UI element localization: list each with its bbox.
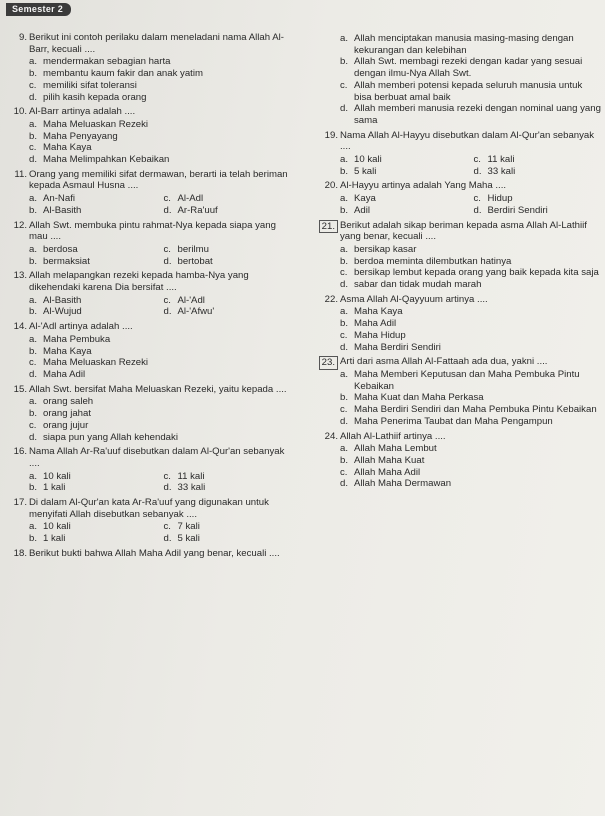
option-text: Al-'Adl (177, 294, 205, 306)
question-text: Di dalam Al-Qur'an kata Ar-Ra'uuf yang digunakan untuk menyifati Allah disebutkan sebanyak .... (29, 497, 269, 520)
question-text: Orang yang memiliki sifat dermawan, berarti ia telah beriman kepada Asmaul Husna .... (29, 168, 288, 192)
question-item (318, 294, 601, 354)
answer-option (340, 318, 601, 330)
option-text: siapa pun yang Allah kehendaki (43, 431, 178, 443)
answer-option (29, 92, 292, 104)
answer-option (29, 533, 158, 545)
question-text: Nama Allah Ar-Ra'uuf disebutkan dalam Al-Qur'an sebanyak .... (29, 446, 285, 469)
question-item (318, 220, 601, 291)
answer-option (340, 205, 468, 217)
option-text: Allah memberi potensi kepada seluruh manusia untuk bisa berbuat amal baik (354, 79, 583, 103)
question-text: Berikut bukti bahwa Allah Maha Adil yang benar, kecuali .... (29, 547, 280, 559)
answer-option (340, 416, 601, 428)
option-text: Allah Maha Adil (354, 466, 421, 478)
question-number: 9. (18, 32, 27, 43)
answer-option (474, 205, 602, 217)
option-text: Maha Hidup (354, 329, 406, 341)
question-number (318, 356, 338, 370)
option-text: membantu kaum fakir dan anak yatim (43, 68, 203, 80)
answer-option (340, 33, 601, 56)
answer-option (164, 205, 293, 217)
option-letter: b. (340, 392, 349, 404)
option-letter: c. (163, 193, 171, 205)
answer-option (340, 56, 601, 79)
answer-option (29, 119, 292, 131)
option-letter: d. (29, 91, 38, 103)
question-text: Al-Barr artinya adalah .... (29, 106, 136, 118)
option-text: Al-'Afwu' (177, 306, 215, 318)
option-letter: b. (29, 306, 38, 318)
answer-option (29, 205, 158, 217)
answer-options (29, 521, 292, 544)
option-text: Hidup (487, 193, 513, 205)
question-number: 16. (13, 446, 27, 458)
option-text: Kaya (354, 193, 376, 205)
option-letter: a. (340, 443, 349, 455)
option-letter: c. (29, 419, 37, 431)
option-text: Maha Melimpahkan Kebaikan (43, 154, 170, 166)
option-text: Maha Kuat dan Maha Perkasa (354, 392, 484, 404)
option-text: bersikap lembut kepada orang yang baik kepada kita saja (354, 267, 599, 279)
question-item (7, 548, 292, 560)
option-letter: c. (163, 521, 171, 533)
answer-option (29, 56, 292, 68)
answer-options (340, 443, 601, 490)
option-letter: b. (340, 204, 349, 216)
option-letter: c. (473, 154, 481, 166)
option-letter: c. (340, 329, 348, 341)
question-number: 11. (14, 168, 27, 180)
question-text: Nama Allah Al-Hayyu disebutkan dalam Al-Qur'an sebanyak .... (340, 129, 595, 153)
option-text: bersikap kasar (354, 243, 417, 255)
question-number: 10. (13, 106, 27, 118)
option-text: Ar-Ra'uuf (177, 204, 218, 216)
option-text: Maha Meluaskan Rezeki (43, 357, 149, 369)
option-text: Maha Penyayang (43, 130, 118, 142)
option-text: Maha Berdiri Sendiri (354, 341, 441, 353)
answer-option (29, 295, 158, 307)
answer-option (29, 244, 158, 256)
option-letter: d. (163, 255, 172, 267)
answer-option (29, 369, 292, 381)
answer-option (340, 103, 601, 126)
answer-option (29, 154, 292, 166)
answer-option (29, 357, 292, 369)
right-column (318, 32, 601, 493)
option-text: orang jahat (43, 408, 92, 420)
option-letter: d. (473, 204, 482, 216)
option-text: Al-Wujud (43, 306, 82, 318)
question-item (7, 270, 292, 318)
option-letter: d. (340, 103, 349, 115)
option-text: Allah Swt. membagi rezeki dengan kadar yang sesuai dengan ilmu-Nya Allah Swt. (354, 56, 583, 80)
answer-options (340, 306, 601, 353)
answer-option (29, 256, 158, 268)
answer-options (29, 396, 292, 443)
option-letter: a. (29, 294, 38, 306)
option-text: memiliki sifat toleransi (43, 79, 137, 91)
question-item (7, 32, 292, 103)
option-letter: d. (340, 478, 349, 490)
option-text: Allah Maha Dermawan (354, 478, 452, 490)
option-letter: b. (29, 68, 38, 80)
answer-option (29, 420, 292, 432)
option-text: orang jujur (43, 419, 89, 431)
option-letter: b. (29, 408, 38, 420)
answer-options (340, 244, 601, 291)
answer-option (29, 131, 292, 143)
question-number: 17. (13, 497, 27, 509)
question-number-box: 21. (319, 220, 338, 234)
question-number: 24. (324, 430, 338, 442)
option-text: An-Nafi (43, 193, 75, 205)
option-text: Maha Kaya (354, 306, 403, 318)
answer-option (340, 342, 601, 354)
answer-option (164, 521, 293, 533)
option-text: 1 kali (43, 533, 66, 545)
option-text: Al-Adl (177, 193, 204, 205)
option-text: sabar dan tidak mudah marah (354, 279, 482, 291)
answer-options (29, 471, 292, 494)
question-text: Al-'Adl artinya adalah .... (29, 321, 133, 333)
answer-option (164, 193, 293, 205)
option-text: Maha Kaya (43, 142, 92, 154)
question-number-box: 23. (319, 356, 338, 370)
option-letter: a. (29, 333, 38, 345)
option-text: Maha Adil (354, 318, 397, 330)
question-text: Asma Allah Al-Qayyuum artinya .... (340, 293, 488, 305)
answer-option (340, 154, 468, 166)
option-letter: b. (340, 165, 349, 177)
option-letter: a. (29, 56, 38, 68)
option-text: 7 kali (177, 521, 200, 533)
question-number: 13. (13, 270, 27, 282)
answer-option (29, 471, 158, 483)
answer-option (29, 80, 292, 92)
question-number: 12. (13, 219, 27, 231)
option-text: Maha Kaya (43, 345, 92, 357)
question-number: 15. (13, 383, 27, 395)
answer-option (29, 482, 158, 494)
answer-option (29, 306, 158, 318)
question-item (318, 130, 601, 178)
question-text: Arti dari asma Allah Al-Fattaah ada dua, yakni .... (340, 356, 548, 368)
option-letter: c. (163, 243, 171, 255)
question-number: 19. (324, 129, 338, 141)
question-item (7, 106, 292, 166)
option-letter: b. (29, 345, 38, 357)
option-text: Allah memberi manusia rezeki dengan nominal uang yang sama (354, 103, 601, 126)
answer-option (340, 478, 601, 490)
option-letter: d. (163, 306, 172, 318)
option-text: Al-Basith (43, 294, 82, 306)
option-letter: b. (29, 533, 38, 545)
answer-option (340, 244, 601, 256)
option-text: berdoa meminta dilembutkan hatinya (354, 255, 512, 267)
answer-options (29, 295, 292, 318)
answer-option (29, 68, 292, 80)
answer-option (29, 408, 292, 420)
answer-option (29, 396, 292, 408)
option-text: Adil (354, 204, 370, 216)
answer-options (29, 56, 292, 103)
answer-option (29, 521, 158, 533)
answer-options (340, 369, 601, 428)
question-number (318, 220, 338, 234)
answer-option (340, 369, 601, 392)
question-item (7, 220, 292, 268)
option-letter: d. (340, 279, 349, 291)
option-text: Allah menciptakan manusia masing-masing dengan kekurangan dan kelebihan (354, 33, 574, 56)
option-letter: c. (29, 142, 37, 154)
left-column (7, 32, 292, 563)
answer-option (340, 330, 601, 342)
question-text: Berikut adalah sikap beriman kepada asma Allah Al-Lathiif yang benar, kecuali .... (340, 219, 587, 243)
answer-option (164, 306, 293, 318)
answer-options (29, 334, 292, 381)
option-text: 1 kali (43, 482, 66, 494)
option-letter: a. (340, 306, 349, 318)
option-letter: b. (340, 454, 349, 466)
answer-option (340, 193, 468, 205)
option-letter: c. (340, 404, 348, 416)
option-text: Allah Maha Kuat (354, 454, 425, 466)
answer-option (164, 533, 293, 545)
answer-option (29, 346, 292, 358)
question-text: Allah Swt. bersifat Maha Meluaskan Rezeki, yaitu kepada .... (29, 383, 287, 395)
answer-option (340, 306, 601, 318)
option-letter: d. (163, 482, 172, 494)
option-letter: b. (340, 318, 349, 330)
answer-option (340, 279, 601, 291)
answer-option (340, 443, 601, 455)
option-letter: b. (29, 255, 38, 267)
question-text: Al-Hayyu artinya adalah Yang Maha .... (340, 180, 507, 192)
answer-option (29, 193, 158, 205)
option-text: 11 kali (177, 470, 205, 482)
option-text: Maha Penerima Taubat dan Maha Pengampun (354, 415, 553, 427)
answer-options (29, 119, 292, 166)
answer-option (340, 467, 601, 479)
question-item (7, 446, 292, 494)
option-letter: a. (340, 154, 349, 166)
question-item (318, 180, 601, 216)
option-letter: b. (29, 130, 38, 142)
answer-options (340, 193, 601, 216)
option-text: 5 kali (177, 533, 200, 545)
option-letter: c. (29, 79, 37, 91)
answer-options (29, 193, 292, 216)
option-text: 33 kali (177, 482, 206, 494)
option-letter: d. (29, 154, 38, 166)
option-text: Maha Adil (43, 368, 86, 380)
option-letter: c. (340, 466, 348, 478)
question-number: 20. (324, 180, 338, 192)
answer-option (29, 142, 292, 154)
option-letter: a. (29, 521, 38, 533)
question-text: Berikut ini contoh perilaku dalam meneladani nama Allah Al-Barr, kecuali .... (29, 32, 284, 55)
option-text: Maha Meluaskan Rezeki (43, 118, 149, 130)
option-text: Maha Pembuka (43, 333, 111, 345)
question-number: 18. (13, 547, 27, 559)
question-item (7, 497, 292, 545)
question-item (7, 384, 292, 444)
option-letter: c. (163, 294, 171, 306)
answer-option (164, 482, 293, 494)
option-text: 11 kali (487, 154, 515, 166)
option-letter: c. (340, 79, 348, 91)
option-text: 10 kali (354, 154, 382, 166)
option-text: Maha Berdiri Sendiri dan Maha Pembuka Pintu Kebaikan (354, 404, 597, 416)
answer-option (164, 471, 293, 483)
option-letter: b. (29, 204, 38, 216)
question-text: Allah Swt. membuka pintu rahmat-Nya kepada siapa yang mau .... (29, 219, 276, 243)
option-letter: d. (163, 204, 172, 216)
option-text: 5 kali (354, 165, 377, 177)
answer-options (29, 244, 292, 267)
question-item (7, 169, 292, 217)
option-text: berdosa (43, 243, 78, 255)
option-letter: a. (29, 118, 38, 130)
answer-option (474, 166, 602, 178)
option-text: bertobat (177, 255, 213, 267)
option-text: 33 kali (487, 165, 516, 177)
option-letter: d. (340, 341, 349, 353)
option-letter: a. (340, 243, 349, 255)
question-number: 22. (324, 293, 338, 305)
option-letter: b. (340, 56, 349, 68)
question-number: 14. (13, 321, 27, 333)
answer-option (474, 154, 602, 166)
option-letter: a. (340, 368, 349, 380)
option-letter: d. (29, 431, 38, 443)
option-letter: b. (29, 482, 38, 494)
question-text: Allah melapangkan rezeki kepada hamba-Nya yang dikehendaki karena Dia bersifat .... (29, 270, 249, 294)
option-text: Berdiri Sendiri (487, 204, 548, 216)
answer-option (340, 455, 601, 467)
option-text: bermaksiat (43, 255, 90, 267)
answer-option (164, 256, 293, 268)
answer-option (340, 80, 601, 103)
option-letter: d. (29, 368, 38, 380)
answer-option (164, 244, 293, 256)
question-item (7, 321, 292, 381)
answer-options (340, 154, 601, 177)
option-letter: d. (163, 533, 172, 545)
answer-options (340, 33, 601, 127)
option-letter: a. (340, 33, 349, 44)
option-letter: a. (29, 243, 38, 255)
answer-option (340, 392, 601, 404)
option-text: Allah Maha Lembut (354, 443, 437, 455)
option-letter: a. (29, 470, 38, 482)
option-letter: a. (29, 396, 38, 408)
option-text: 10 kali (43, 521, 71, 533)
answer-option (164, 295, 293, 307)
option-letter: c. (340, 267, 348, 279)
answer-option (340, 166, 468, 178)
question-item (318, 356, 601, 427)
option-text: orang saleh (43, 396, 94, 408)
option-text: berilmu (177, 243, 209, 255)
option-text: Maha Memberi Keputusan dan Maha Pembuka Pintu Kebaikan (354, 368, 580, 392)
option-text: mendermakan sebagian harta (43, 56, 171, 68)
option-letter: d. (340, 415, 349, 427)
answer-option (340, 256, 601, 268)
option-text: pilih kasih kepada orang (43, 91, 147, 103)
question-item (318, 33, 601, 127)
answer-option (29, 432, 292, 444)
option-text: Al-Basith (43, 204, 82, 216)
answer-option (474, 193, 602, 205)
question-text: Allah Al-Lathiif artinya .... (340, 430, 446, 442)
answer-option (340, 267, 601, 279)
option-letter: a. (29, 193, 38, 205)
option-letter: c. (29, 357, 37, 369)
option-letter: d. (473, 165, 482, 177)
option-text: 10 kali (43, 470, 71, 482)
answer-option (29, 334, 292, 346)
answer-option (340, 404, 601, 416)
question-item (318, 431, 601, 491)
option-letter: c. (163, 470, 171, 482)
option-letter: c. (473, 193, 481, 205)
option-letter: a. (340, 193, 349, 205)
option-letter: b. (340, 255, 349, 267)
semester-tag: Semester 2 (6, 3, 71, 16)
